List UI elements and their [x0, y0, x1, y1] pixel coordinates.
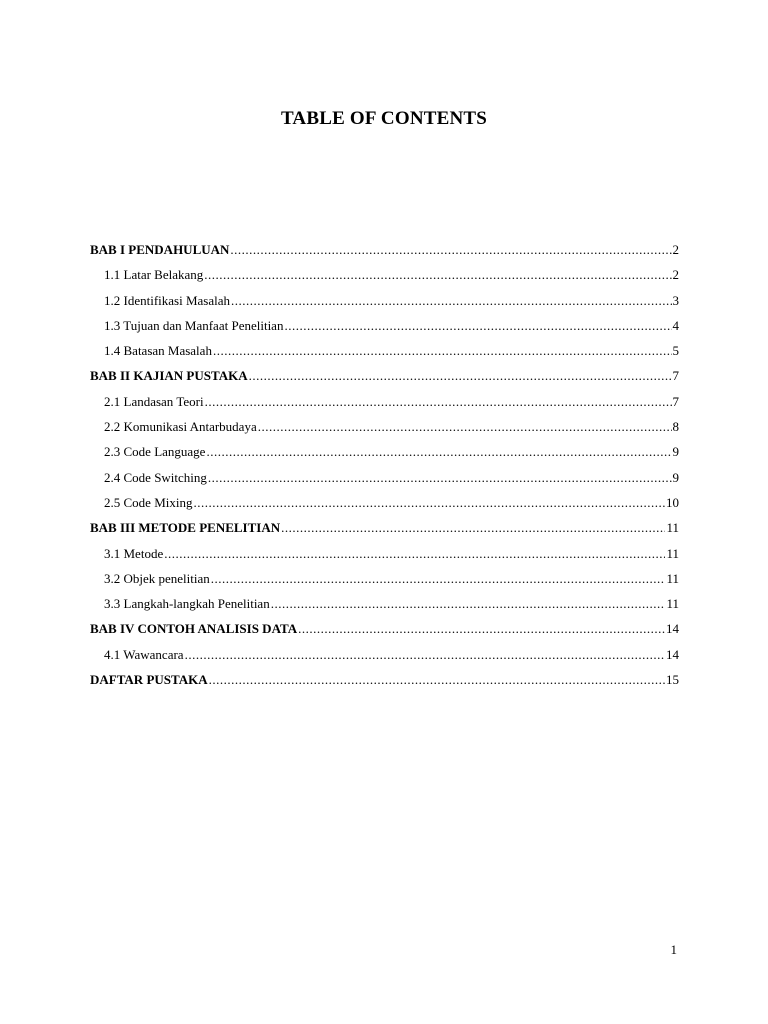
toc-entry-label: 2.5 Code Mixing [104, 494, 193, 510]
toc-entry-label: 1.4 Batasan Masalah [104, 343, 212, 359]
toc-section-entry[interactable] [90, 544, 679, 569]
toc-chapter-entry[interactable] [90, 240, 679, 265]
toc-dot-leader [193, 493, 665, 513]
toc-entry-page: 11 [666, 570, 679, 586]
toc-section-entry[interactable] [90, 493, 679, 518]
toc-entry-label: BAB I PENDAHULUAN [90, 242, 230, 257]
toc-dot-leader [164, 544, 665, 564]
toc-entry-page: 11 [666, 596, 679, 612]
toc-section-entry[interactable] [90, 316, 679, 341]
toc-entry-page: 7 [672, 393, 679, 409]
toc-section-entry[interactable] [90, 341, 679, 366]
toc-entry-page: 9 [672, 469, 679, 485]
toc-entry-label: 1.1 Latar Belakang [104, 267, 204, 283]
toc-section-entry[interactable] [90, 392, 679, 417]
toc-dot-leader [249, 366, 672, 386]
toc-dot-leader [284, 316, 671, 336]
toc-chapter-entry[interactable] [90, 518, 679, 543]
toc-dot-leader [206, 442, 671, 462]
toc-entry-page: 9 [672, 444, 679, 460]
toc-entry-page: 7 [672, 368, 679, 384]
toc-entry-page: 11 [666, 545, 679, 561]
toc-dot-leader [205, 392, 672, 412]
toc-section-entry[interactable] [90, 417, 679, 442]
toc-dot-leader [204, 265, 671, 285]
toc-section-entry[interactable] [90, 569, 679, 594]
toc-entry-page: 15 [666, 672, 679, 688]
toc-section-entry[interactable] [90, 645, 679, 670]
toc-entry-label: 4.1 Wawancara [104, 646, 184, 662]
toc-entry-label: 2.4 Code Switching [104, 469, 207, 485]
toc-entry-label: 2.2 Komunikasi Antarbudaya [104, 419, 257, 435]
toc-entry-label: BAB III METODE PENELITIAN [90, 520, 281, 536]
toc-entry-page: 3 [672, 292, 679, 308]
toc-section-entry[interactable] [90, 442, 679, 467]
toc-chapter-entry[interactable] [90, 670, 679, 695]
page-number: 1 [670, 942, 677, 957]
toc-entry-label: BAB IV CONTOH ANALISIS DATA [90, 621, 298, 637]
toc-entry-label: 1.3 Tujuan dan Manfaat Penelitian [104, 317, 284, 333]
toc-entry-page: 14 [666, 621, 679, 637]
toc-dot-leader [213, 341, 672, 361]
toc-dot-leader [185, 645, 665, 665]
toc-section-entry[interactable] [90, 291, 679, 316]
toc-entry-page: 2 [672, 242, 679, 257]
toc-entry-page: 5 [672, 343, 679, 359]
toc-dot-leader [271, 594, 666, 614]
page-title: TABLE OF CONTENTS [280, 108, 488, 129]
table-of-contents [90, 240, 679, 695]
toc-entry-page: 14 [666, 646, 679, 662]
toc-section-entry[interactable] [90, 265, 679, 290]
toc-entry-label: 1.2 Identifikasi Masalah [104, 292, 230, 308]
toc-entry-label: 2.3 Code Language [104, 444, 206, 460]
toc-dot-leader [230, 240, 671, 260]
toc-dot-leader [258, 417, 672, 437]
toc-entry-label: 3.2 Objek penelitian [104, 570, 210, 586]
toc-entry-page: 10 [666, 494, 679, 510]
toc-entry-label: BAB II KAJIAN PUSTAKA [90, 368, 248, 384]
toc-entry-label: DAFTAR PUSTAKA [90, 672, 208, 688]
toc-dot-leader [208, 468, 672, 488]
toc-entry-page: 8 [672, 419, 679, 435]
toc-entry-page: 2 [672, 267, 679, 283]
toc-entry-page: 4 [672, 317, 679, 333]
toc-dot-leader [231, 291, 672, 311]
toc-chapter-entry[interactable] [90, 619, 679, 644]
toc-dot-leader [281, 518, 665, 538]
toc-dot-leader [209, 670, 665, 690]
toc-chapter-entry[interactable] [90, 366, 679, 391]
toc-dot-leader [211, 569, 666, 589]
toc-section-entry[interactable] [90, 594, 679, 619]
toc-entry-label: 3.3 Langkah-langkah Penelitian [104, 596, 270, 612]
toc-entry-label: 2.1 Landasan Teori [104, 393, 204, 409]
toc-section-entry[interactable] [90, 468, 679, 493]
toc-entry-label: 3.1 Metode [104, 545, 164, 561]
toc-dot-leader [298, 619, 665, 639]
toc-entry-page: 11 [666, 520, 679, 536]
